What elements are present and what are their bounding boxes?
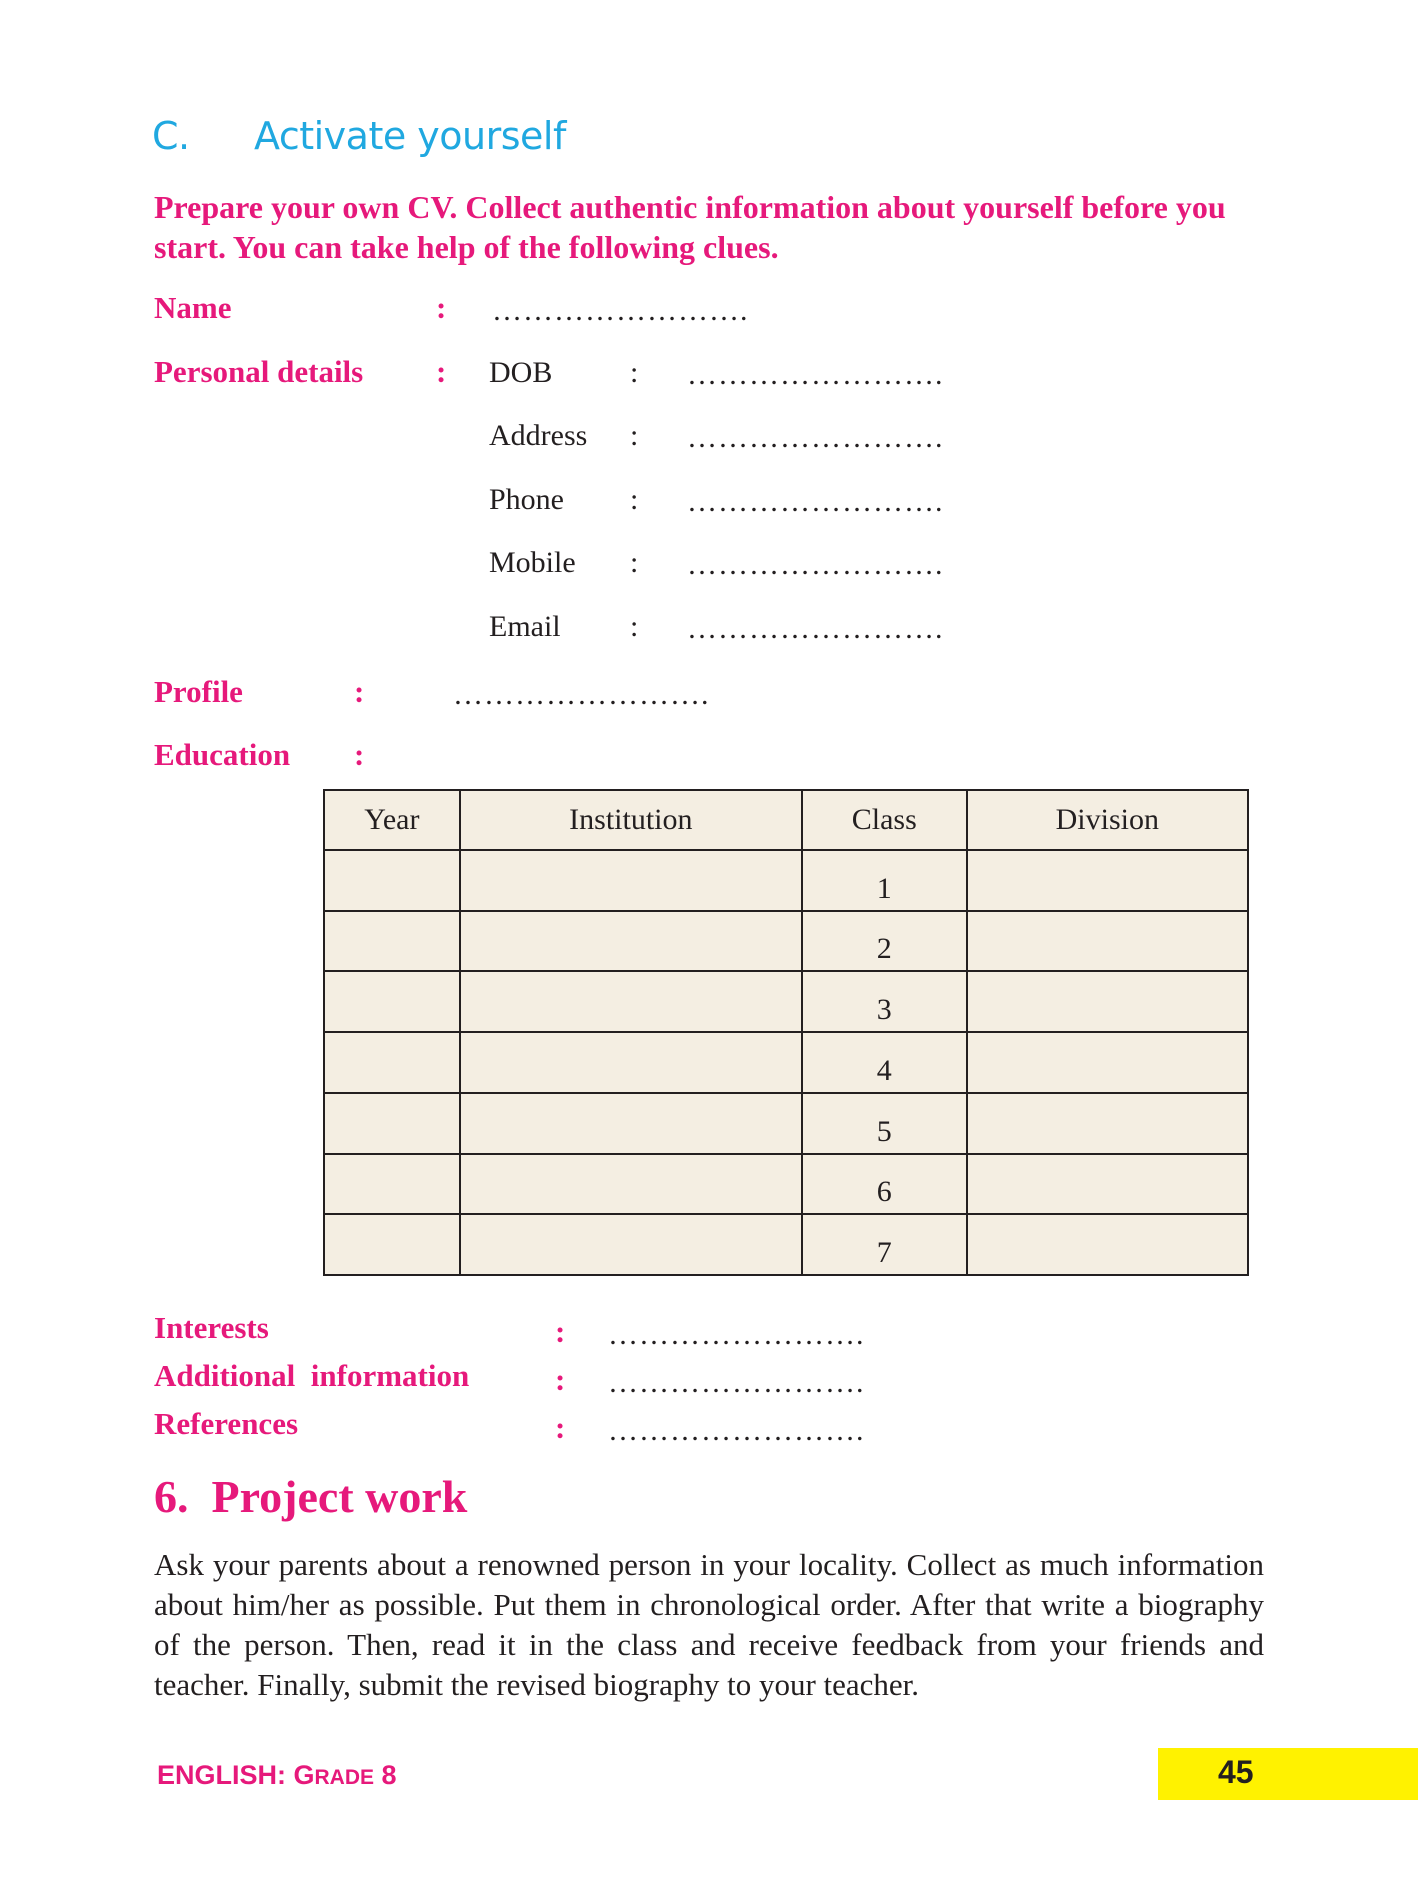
table-row xyxy=(324,971,1248,1032)
header-year: Year xyxy=(324,790,460,850)
page-number-box xyxy=(1158,1748,1418,1800)
division-cell[interactable] xyxy=(967,1032,1248,1093)
table-header-row xyxy=(324,790,1248,850)
name-colon: : xyxy=(436,290,447,325)
footer-subject xyxy=(157,1760,397,1791)
mobile-blank: ……………………. xyxy=(687,548,944,581)
education-label: Education xyxy=(154,737,291,772)
institution-cell[interactable] xyxy=(460,971,802,1032)
phone-blank: ……………………. xyxy=(687,485,944,518)
table-row xyxy=(324,1093,1248,1154)
footer-subject-text: ENGLISH: G xyxy=(157,1760,315,1790)
division-cell[interactable] xyxy=(967,1214,1248,1275)
project-work-heading: 6. Project work xyxy=(154,1471,468,1522)
references-label: References xyxy=(154,1406,299,1441)
year-cell[interactable] xyxy=(324,1154,460,1215)
class-cell: 7 xyxy=(802,1214,967,1275)
additional-info-label: Additional information xyxy=(154,1358,470,1393)
profile-label: Profile xyxy=(154,674,243,709)
footer-grade-number: 8 xyxy=(374,1760,397,1790)
education-colon: : xyxy=(354,737,365,772)
dob-blank: ……………………. xyxy=(687,358,944,391)
section-heading xyxy=(152,114,566,158)
table-row xyxy=(324,1032,1248,1093)
phone-label: Phone xyxy=(489,483,564,516)
education-table xyxy=(323,789,1249,1276)
name-label: Name xyxy=(154,290,232,325)
table-row xyxy=(324,911,1248,972)
year-cell[interactable] xyxy=(324,1032,460,1093)
name-blank: ……………………. xyxy=(492,294,749,327)
header-division: Division xyxy=(967,790,1248,850)
additional-info-blank: ……………………. xyxy=(608,1366,865,1399)
email-colon: : xyxy=(630,610,639,643)
table-row xyxy=(324,850,1248,911)
header-institution: Institution xyxy=(460,790,802,850)
additional-info-colon: : xyxy=(555,1362,566,1397)
dob-colon: : xyxy=(630,356,639,389)
institution-cell[interactable] xyxy=(460,1154,802,1215)
institution-cell[interactable] xyxy=(460,1093,802,1154)
section-title: Activate yourself xyxy=(254,114,566,158)
interests-blank: ……………………. xyxy=(608,1318,865,1351)
year-cell[interactable] xyxy=(324,1093,460,1154)
year-cell[interactable] xyxy=(324,1214,460,1275)
header-class: Class xyxy=(802,790,967,850)
institution-cell[interactable] xyxy=(460,850,802,911)
references-colon: : xyxy=(555,1410,566,1445)
class-cell: 6 xyxy=(802,1154,967,1215)
division-cell[interactable] xyxy=(967,1093,1248,1154)
email-label: Email xyxy=(489,610,561,643)
institution-cell[interactable] xyxy=(460,1032,802,1093)
dob-label: DOB xyxy=(489,356,553,389)
interests-label: Interests xyxy=(154,1310,269,1345)
mobile-label: Mobile xyxy=(489,546,576,579)
footer-grade-smallcaps: RADE xyxy=(314,1766,375,1789)
division-cell[interactable] xyxy=(967,911,1248,972)
address-blank: ……………………. xyxy=(687,421,944,454)
division-cell[interactable] xyxy=(967,850,1248,911)
references-blank: ……………………. xyxy=(608,1414,865,1447)
email-blank: ……………………. xyxy=(687,612,944,645)
class-cell: 4 xyxy=(802,1032,967,1093)
interests-colon: : xyxy=(555,1314,566,1349)
year-cell[interactable] xyxy=(324,971,460,1032)
year-cell[interactable] xyxy=(324,911,460,972)
section-letter: C. xyxy=(152,114,190,158)
profile-colon: : xyxy=(354,674,365,709)
personal-details-label: Personal details xyxy=(154,354,364,389)
division-cell[interactable] xyxy=(967,971,1248,1032)
project-work-text: Ask your parents about a renowned person in your locality. Collect as much information about him/her as possible. Put them in chronological order. After that write a biography of the person. Then, read it in the class and receive feedback from your friends and teacher. Finally, submit the revised biography to your teacher. xyxy=(154,1547,1264,1702)
institution-cell[interactable] xyxy=(460,911,802,972)
page-number: 45 xyxy=(1218,1754,1254,1790)
address-colon: : xyxy=(630,419,639,452)
address-label: Address xyxy=(489,419,588,452)
class-cell: 2 xyxy=(802,911,967,972)
year-cell[interactable] xyxy=(324,850,460,911)
personal-details-colon: : xyxy=(436,354,447,389)
division-cell[interactable] xyxy=(967,1154,1248,1215)
mobile-colon: : xyxy=(630,546,639,579)
table-row xyxy=(324,1214,1248,1275)
table-row xyxy=(324,1154,1248,1215)
phone-colon: : xyxy=(630,483,639,516)
class-cell: 3 xyxy=(802,971,967,1032)
profile-blank: ……………………. xyxy=(453,678,710,711)
class-cell: 5 xyxy=(802,1093,967,1154)
instructions: Prepare your own CV. Collect authentic information about yourself before you start. You can take help of the following clues. xyxy=(154,189,1226,265)
institution-cell[interactable] xyxy=(460,1214,802,1275)
class-cell: 1 xyxy=(802,850,967,911)
